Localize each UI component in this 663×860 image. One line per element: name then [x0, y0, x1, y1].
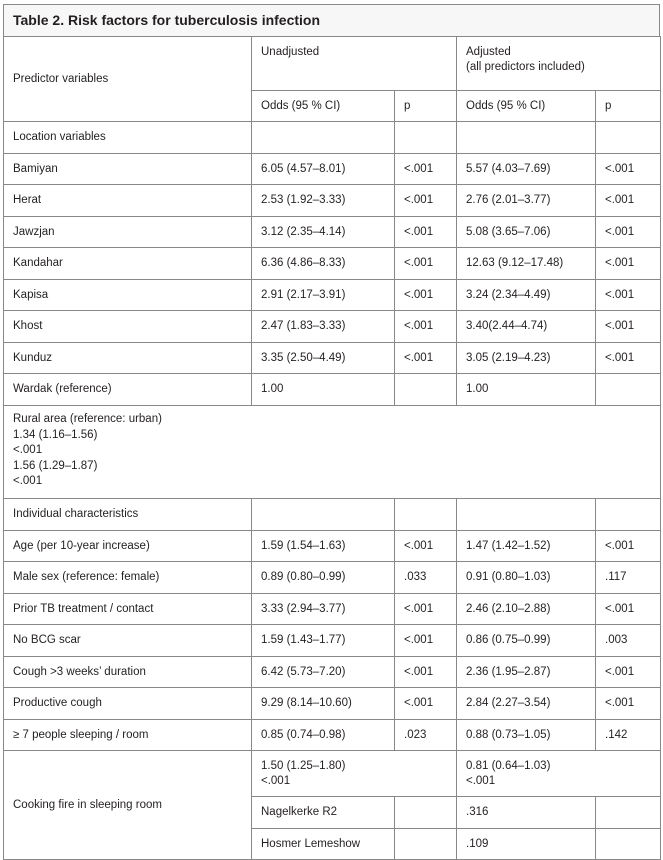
unadjusted-p: <.001 — [395, 343, 457, 374]
row-label: Productive cough — [4, 688, 252, 720]
adjusted-p: .117 — [596, 562, 661, 594]
table-row — [4, 217, 661, 248]
adjusted-p: <.001 — [596, 688, 661, 720]
table-row — [4, 280, 661, 311]
adjusted-odds: 0.86 (0.75–0.99) — [457, 625, 596, 657]
table-row — [4, 185, 661, 217]
table-row — [4, 154, 661, 185]
unadjusted-odds: 6.36 (4.86–8.33) — [252, 248, 395, 280]
adjusted-odds: 5.08 (3.65–7.06) — [457, 217, 596, 248]
adjusted-p: <.001 — [596, 248, 661, 280]
section-row — [4, 499, 661, 531]
adjusted-header — [457, 37, 661, 91]
unadjusted-p: <.001 — [395, 657, 457, 688]
rural-label: Rural area (reference: urban) — [13, 413, 162, 425]
stat-label: Nagelkerke R2 — [252, 797, 395, 829]
unadjusted-odds: 3.35 (2.50–4.49) — [252, 343, 395, 374]
unadjusted-odds: 0.89 (0.80–0.99) — [252, 562, 395, 594]
adjusted-p: <.001 — [596, 343, 661, 374]
table-row — [4, 374, 661, 406]
table-row — [4, 248, 661, 280]
unadjusted-p: <.001 — [395, 154, 457, 185]
unadjusted-p: .023 — [395, 720, 457, 751]
unadjusted-odds: 1.00 — [252, 374, 395, 406]
table-row — [4, 343, 661, 374]
unadjusted-header: Unadjusted — [252, 37, 457, 91]
section-label: Location variables — [4, 122, 252, 154]
unadjusted-odds: 2.91 (2.17–3.91) — [252, 280, 395, 311]
adjusted-odds: 1.47 (1.42–1.52) — [457, 531, 596, 562]
row-label: Cough >3 weeks’ duration — [4, 657, 252, 688]
header-row — [4, 37, 661, 91]
adjusted-p: <.001 — [596, 185, 661, 217]
unadjusted-p: .033 — [395, 562, 457, 594]
unadjusted-odds: 9.29 (8.14–10.60) — [252, 688, 395, 720]
adjusted-odds: 3.24 (2.34–4.49) — [457, 280, 596, 311]
adjusted-p: <.001 — [596, 594, 661, 625]
adjusted-odds: 2.36 (1.95–2.87) — [457, 657, 596, 688]
unadjusted-odds: 1.50 (1.25–1.80) — [261, 760, 346, 772]
rural-unadjusted-odds: 1.34 (1.16–1.56) — [13, 428, 98, 441]
rural-unadjusted-p: <.001 — [13, 444, 43, 456]
section-row — [4, 122, 661, 154]
table-row — [4, 720, 661, 751]
cooking-adjusted-cell — [457, 751, 661, 797]
table-row — [4, 311, 661, 343]
adjusted-header-line1: Adjusted — [466, 46, 511, 58]
stat-label: Hosmer Lemeshow — [252, 829, 395, 860]
adjusted-odds: 1.00 — [457, 374, 596, 406]
unadjusted-odds: 2.53 (1.92–3.33) — [252, 185, 395, 217]
unadjusted-p — [395, 374, 457, 406]
row-label: Bamiyan — [4, 154, 252, 185]
risk-factors-table — [3, 36, 661, 860]
adjusted-odds: 2.76 (2.01–3.77) — [457, 185, 596, 217]
adjusted-p: .003 — [596, 625, 661, 657]
adjusted-odds-header: Odds (95 % CI) — [457, 91, 596, 122]
unadjusted-p-header: p — [395, 91, 457, 122]
row-label: ≥ 7 people sleeping / room — [4, 720, 252, 751]
cooking-unadjusted-cell — [252, 751, 457, 797]
unadjusted-odds: 1.59 (1.43–1.77) — [252, 625, 395, 657]
unadjusted-p: <.001 — [261, 775, 291, 787]
row-label: Kapisa — [4, 280, 252, 311]
unadjusted-odds: 0.85 (0.74–0.98) — [252, 720, 395, 751]
rural-row — [4, 406, 661, 499]
adjusted-p-header: p — [596, 91, 661, 122]
adjusted-p: <.001 — [596, 217, 661, 248]
row-label: Kandahar — [4, 248, 252, 280]
row-label: Herat — [4, 185, 252, 217]
adjusted-odds: 12.63 (9.12–17.48) — [457, 248, 596, 280]
adjusted-p: <.001 — [596, 280, 661, 311]
unadjusted-p: <.001 — [395, 688, 457, 720]
adjusted-p: <.001 — [466, 775, 496, 787]
row-label: Kunduz — [4, 343, 252, 374]
adjusted-p: <.001 — [596, 311, 661, 343]
unadjusted-odds-header: Odds (95 % CI) — [252, 91, 395, 122]
adjusted-p: <.001 — [596, 657, 661, 688]
unadjusted-p: <.001 — [395, 280, 457, 311]
cooking-row — [4, 751, 661, 797]
adjusted-odds: 2.84 (2.27–3.54) — [457, 688, 596, 720]
table-row — [4, 531, 661, 562]
stat-value: .316 — [457, 797, 596, 829]
rural-adjusted-odds: 1.56 (1.29–1.87) — [13, 459, 98, 472]
adjusted-odds: 5.57 (4.03–7.69) — [457, 154, 596, 185]
adjusted-odds: 0.88 (0.73–1.05) — [457, 720, 596, 751]
rural-adjusted-p: <.001 — [13, 475, 43, 487]
unadjusted-p: <.001 — [395, 531, 457, 562]
predictor-header: Predictor variables — [4, 37, 252, 122]
adjusted-odds: 3.40(2.44–4.74) — [457, 311, 596, 343]
adjusted-odds: 2.46 (2.10–2.88) — [457, 594, 596, 625]
unadjusted-odds: 2.47 (1.83–3.33) — [252, 311, 395, 343]
adjusted-header-line2: (all predictors included) — [466, 61, 585, 73]
unadjusted-p: <.001 — [395, 311, 457, 343]
row-label: Age (per 10-year increase) — [4, 531, 252, 562]
unadjusted-p: <.001 — [395, 217, 457, 248]
unadjusted-p: <.001 — [395, 185, 457, 217]
unadjusted-odds: 3.12 (2.35–4.14) — [252, 217, 395, 248]
adjusted-p: <.001 — [596, 154, 661, 185]
adjusted-odds: 3.05 (2.19–4.23) — [457, 343, 596, 374]
unadjusted-odds: 6.42 (5.73–7.20) — [252, 657, 395, 688]
table-row — [4, 594, 661, 625]
adjusted-p: .142 — [596, 720, 661, 751]
row-label: Wardak (reference) — [4, 374, 252, 406]
table-title: Table 2. Risk factors for tuberculosis infection — [3, 4, 660, 37]
adjusted-p — [596, 374, 661, 406]
row-label: Male sex (reference: female) — [4, 562, 252, 594]
row-label: Jawzjan — [4, 217, 252, 248]
unadjusted-odds: 6.05 (4.57–8.01) — [252, 154, 395, 185]
row-label: No BCG scar — [4, 625, 252, 657]
unadjusted-odds: 3.33 (2.94–3.77) — [252, 594, 395, 625]
row-label: Khost — [4, 311, 252, 343]
table-row — [4, 688, 661, 720]
section-label: Individual characteristics — [4, 499, 252, 531]
adjusted-p: <.001 — [596, 531, 661, 562]
table-row — [4, 562, 661, 594]
rural-cell — [4, 406, 661, 499]
adjusted-odds: 0.81 (0.64–1.03) — [466, 760, 551, 772]
table-row — [4, 657, 661, 688]
unadjusted-p: <.001 — [395, 625, 457, 657]
row-label: Cooking fire in sleeping room — [4, 751, 252, 860]
unadjusted-p: <.001 — [395, 594, 457, 625]
unadjusted-odds: 1.59 (1.54–1.63) — [252, 531, 395, 562]
stat-value: .109 — [457, 829, 596, 860]
adjusted-odds: 0.91 (0.80–1.03) — [457, 562, 596, 594]
table-row — [4, 625, 661, 657]
unadjusted-p: <.001 — [395, 248, 457, 280]
row-label: Prior TB treatment / contact — [4, 594, 252, 625]
